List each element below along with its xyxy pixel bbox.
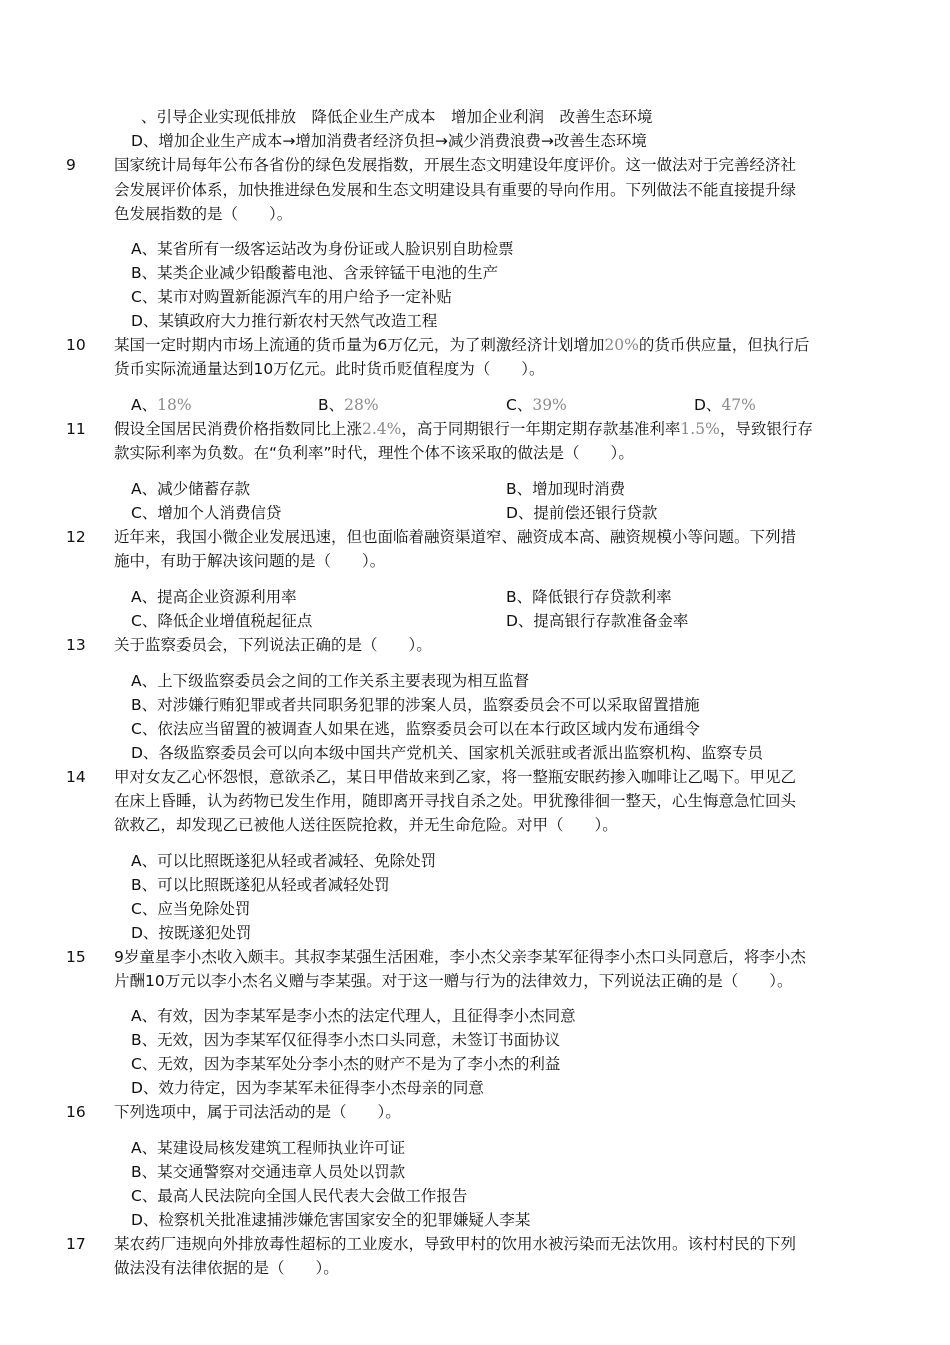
- percent-value: 2.4%: [362, 420, 402, 438]
- question-number: 17: [66, 1235, 86, 1253]
- option-c: C、最高人民法院向全国人民代表大会做工作报告: [131, 1187, 468, 1205]
- option-c: C、降低企业增值税起征点: [131, 612, 313, 630]
- stem-text: 假设全国居民消费价格指数同比上涨: [114, 420, 363, 438]
- option-b: B、降低银行存贷款利率: [506, 588, 672, 606]
- option-d: D、检察机关批准逮捕涉嫌危害国家安全的犯罪嫌疑人李某: [131, 1211, 531, 1229]
- question-stem: [114, 335, 809, 355]
- option-a: A、提高企业资源利用率: [131, 588, 297, 606]
- option-d: D、提高银行存款准备金率: [506, 612, 689, 630]
- question-stem: 货币实际流通量达到10万亿元。此时货币贬值程度为（ ）。: [114, 360, 545, 378]
- option-value: 39%: [532, 396, 567, 414]
- question-number: 10: [66, 336, 86, 354]
- option-a: A、减少储蓄存款: [131, 480, 251, 498]
- stem-text: ，高于同期银行一年期定期存款基准利率: [401, 420, 681, 438]
- question-number: 9: [66, 156, 76, 174]
- option-c: [506, 395, 567, 415]
- option-letter: A、: [131, 396, 158, 414]
- question-stem: 款实际利率为负数。在“负利率”时代，理性个体不该采取的做法是（ ）。: [114, 444, 634, 462]
- option-a: A、某建设局核发建筑工程师执业许可证: [131, 1139, 406, 1157]
- question-stem: 会发展评价体系，加快推进绿色发展和生态文明建设具有重要的导向作用。下列做法不能直接提升绿: [114, 181, 797, 199]
- question-stem: 国家统计局每年公布各省份的绿色发展指数，开展生态文明建设年度评价。这一做法对于完善经济社: [114, 156, 797, 174]
- option-a: A、有效，因为李某军是李小杰的法定代理人，且征得李小杰同意: [131, 1007, 576, 1025]
- option-b: B、增加现时消费: [506, 480, 626, 498]
- option-c: C、无效，因为李某军处分李小杰的财产不是为了李小杰的利益: [131, 1055, 561, 1073]
- stem-text: 的货币供应量，但执行后: [638, 336, 810, 354]
- question-number: 13: [66, 636, 86, 654]
- percent-value: 1.5%: [680, 420, 720, 438]
- question-stem: 关于监察委员会，下列说法正确的是（ ）。: [114, 636, 432, 654]
- option-a: [131, 395, 192, 415]
- option-c: C、某市对购置新能源汽车的用户给予一定补贴: [131, 288, 452, 306]
- option-d: [694, 395, 756, 415]
- question-stem: 在床上昏睡，认为药物已发生作用，随即离开寻找自杀之处。甲犹豫徘徊一整天，心生悔意急忙回头: [114, 792, 797, 810]
- stem-text: ，导致银行存: [719, 420, 813, 438]
- question-stem: 甲对女友乙心怀怨恨，意欲杀乙，某日甲借故来到乙家，将一整瓶安眠药掺入咖啡让乙喝下。甲见乙: [114, 768, 797, 786]
- question-stem: [114, 419, 813, 439]
- option-letter: D、: [694, 396, 722, 414]
- question-stem: 施中，有助于解决该问题的是（ ）。: [114, 552, 386, 570]
- question-stem: 9岁童星李小杰收入颇丰。其叔李某强生活困难，李小杰父亲李某军征得李小杰口头同意后，将李小杰: [114, 948, 806, 966]
- question-stem: 色发展指数的是（ ）。: [114, 205, 293, 223]
- option-b: B、可以比照既遂犯从轻或者减轻处罚: [131, 876, 390, 894]
- question-number: 16: [66, 1103, 86, 1121]
- option-b: B、对涉嫌行贿犯罪或者共同职务犯罪的涉案人员，监察委员会不可以采取留置措施: [131, 696, 700, 714]
- option-b: [318, 395, 379, 415]
- option-a: A、上下级监察委员会之间的工作关系主要表现为相互监督: [131, 672, 530, 690]
- option-value: 18%: [157, 396, 192, 414]
- option-d-prev-question: D、增加企业生产成本→增加消费者经济负担→减少消费浪费→改善生态环境: [131, 132, 647, 150]
- option-d: D、按既遂犯处罚: [131, 924, 252, 942]
- option-value: 47%: [721, 396, 756, 414]
- option-d: D、各级监察委员会可以向本级中国共产党机关、国家机关派驻或者派出监察机构、监察专员: [131, 744, 763, 762]
- option-letter: B、: [318, 396, 345, 414]
- option-line-continued: 、引导企业实现低排放 降低企业生产成本 增加企业利润 改善生态环境: [141, 108, 653, 126]
- question-stem: 下列选项中，属于司法活动的是（ ）。: [114, 1103, 401, 1121]
- question-number: 11: [66, 420, 86, 438]
- option-letter: C、: [506, 396, 533, 414]
- option-d: D、效力待定，因为李某军未征得李小杰母亲的同意: [131, 1079, 484, 1097]
- option-value: 28%: [344, 396, 379, 414]
- question-stem: 某农药厂违规向外排放毒性超标的工业废水，导致甲村的饮用水被污染而无法饮用。该村村民的下列: [114, 1235, 797, 1253]
- question-number: 14: [66, 768, 86, 786]
- question-stem: 做法没有法律依据的是（ ）。: [114, 1259, 339, 1277]
- stem-text: 某国一定时期内市场上流通的货币量为6万亿元，为了刺激经济计划增加: [114, 336, 605, 354]
- question-stem: 欲救乙，却发现乙已被他人送往医院抢救，并无生命危险。对甲（ ）。: [114, 816, 618, 834]
- question-stem: 片酬10万元以李小杰名义赠与李某强。对于这一赠与行为的法律效力，下列说法正确的是（ ）。: [114, 972, 793, 990]
- option-d: D、某镇政府大力推行新农村天然气改造工程: [131, 312, 438, 330]
- option-b: B、某类企业减少铅酸蓄电池、含汞锌锰干电池的生产: [131, 264, 499, 282]
- option-c: C、依法应当留置的被调查人如果在逃，监察委员会可以在本行政区域内发布通缉令: [131, 720, 700, 738]
- question-number: 12: [66, 528, 86, 546]
- option-b: B、无效，因为李某军仅征得李小杰口头同意，未签订书面协议: [131, 1031, 561, 1049]
- option-a: A、可以比照既遂犯从轻或者减轻、免除处罚: [131, 852, 437, 870]
- option-a: A、某省所有一级客运站改为身份证或人脸识别自助检票: [131, 240, 514, 258]
- option-d: D、提前偿还银行贷款: [506, 504, 658, 522]
- option-b: B、某交通警察对交通违章人员处以罚款: [131, 1163, 406, 1181]
- question-number: 15: [66, 948, 86, 966]
- option-c: C、应当免除处罚: [131, 900, 251, 918]
- percent-value: 20%: [604, 336, 639, 354]
- option-c: C、增加个人消费信贷: [131, 504, 282, 522]
- question-stem: 近年来，我国小微企业发展迅速，但也面临着融资渠道窄、融资成本高、融资规模小等问题。下列措: [114, 528, 797, 546]
